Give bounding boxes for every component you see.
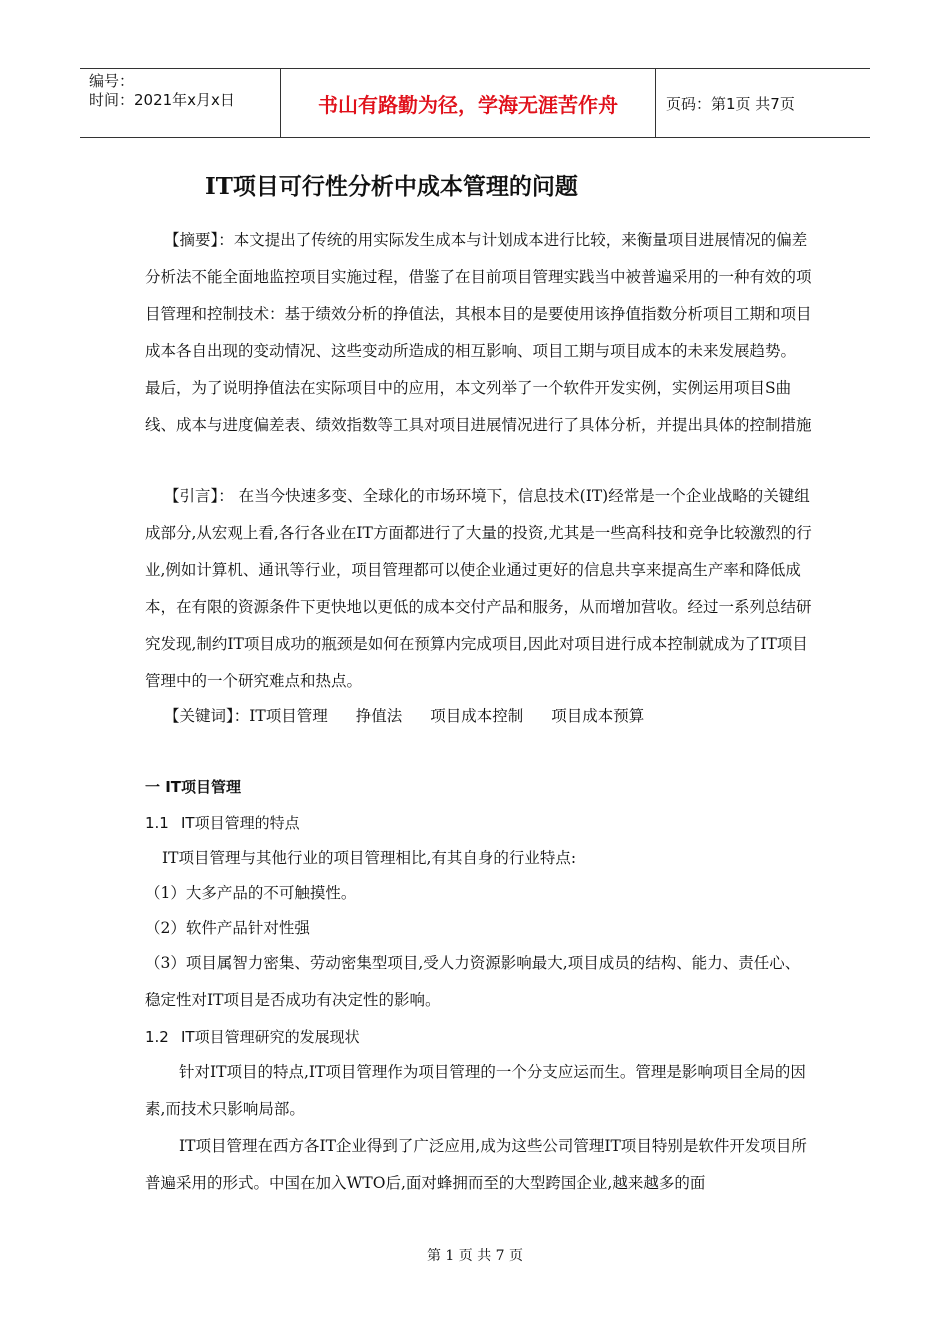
list-item: （2）软件产品针对性强 [145,919,310,937]
number-label: 编号： [89,72,135,90]
subsection-title: IT项目管理研究的发展现状 [181,1028,360,1046]
subsection-title: IT项目管理的特点 [181,814,300,832]
keyword-item: IT项目管理 [249,707,328,725]
subsection-heading [145,1026,360,1047]
header-page-label: 页码：第1页 共7页 [666,94,795,113]
document-title: IT项目可行性分析中成本管理的问题 [205,173,578,200]
keywords-label: 【关键词】： [164,707,250,725]
keyword-item: 挣值法 [355,707,403,725]
abstract-paragraph: 【摘要】：本文提出了传统的用实际发生成本与计划成本进行比较，来衡量项目进展情况的偏差分析法不能全面地监控项目实施过程，借鉴了在目前项目管理实践当中被普遍采用的一种有效的项目管理和控制技术：基于绩效分析的挣值法，其根本目的是要使用该挣值指数分析项目工期和项目成本各自出现的变动情况、这些变动所造成的相互影响、项目工期与项目成本的未来发展趋势。 最后，为了说明挣值法在实际项目中的应用，本文列举了一个软件开发实例，实例运用项目S曲线、成本与进度偏差表、绩效指数等工具对项目进展情况进行了具体分析，并提出具体的控制措施 [145,231,812,434]
body-paragraph: IT项目管理在西方各IT企业得到了广泛应用,成为这些公司管理IT项目特别是软件开发项目所普遍采用的形式。中国在加入WTO后,面对蜂拥而至的大型跨国企业,越来越多的面 [145,1137,807,1192]
header-table [80,68,870,138]
body-paragraph: 针对IT项目的特点,IT项目管理作为项目管理的一个分支应运而生。管理是影响项目全局的因素,而技术只影响局部。 [145,1063,806,1118]
header-motto: 书山有路勤为径，学海无涯苦作舟 [280,69,656,137]
keywords-line [145,698,815,735]
header-meta [80,69,280,137]
keyword-item: 项目成本控制 [430,707,524,725]
date-label: 时间：2021年x月x日 [89,91,235,109]
intro-paragraph: 【引言】： 在当今快速多变、全球化的市场环境下，信息技术(IT)经常是一个企业战略的关键组成部分,从宏观上看,各行各业在IT方面都进行了大量的投资,尤其是一些高科技和竞争比较激烈的行业,例如计算机、通讯等行业，项目管理都可以使企业通过更好的信息共享来提高生产率和降低成本，在有限的资源条件下更快地以更低的成本交付产品和服务，从而增加营收。经过一系列总结研究发现,制约IT项目成功的瓶颈是如何在预算内完成项目,因此对项目进行成本控制就成为了IT项目管理中的一个研究难点和热点。 [145,487,812,690]
page-footer: 第 1 页 共 7 页 [426,1248,524,1264]
subsection-number: 1.2 [145,1028,169,1046]
subsection-heading [145,812,300,833]
subsection-number: 1.1 [145,814,169,832]
section-heading: 一 IT项目管理 [145,778,242,796]
body-paragraph: IT项目管理与其他行业的项目管理相比,有其自身的行业特点: [162,849,577,867]
keyword-item: 项目成本预算 [551,707,645,725]
list-item: （1）大多产品的不可触摸性。 [145,884,357,902]
list-item: （3）项目属智力密集、劳动密集型项目,受人力资源影响最大,项目成员的结构、能力、责任心、稳定性对IT项目是否成功有决定性的影响。 [145,954,801,1009]
